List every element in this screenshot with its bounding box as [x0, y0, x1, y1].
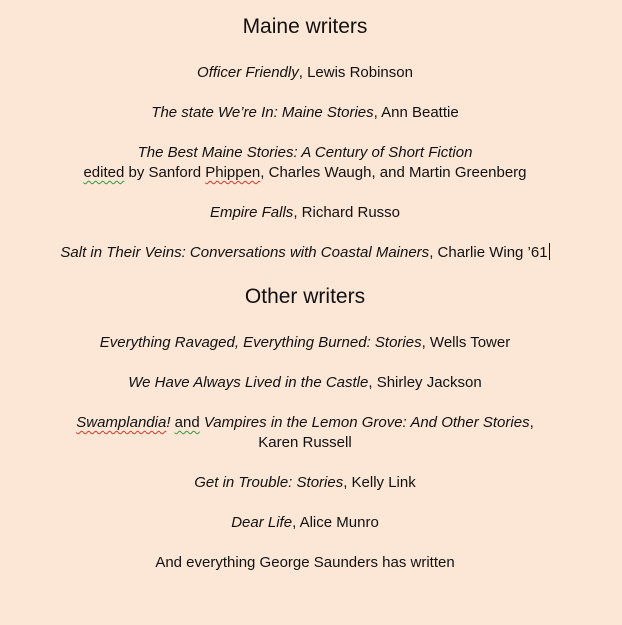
book-author-separator: ,: [529, 414, 534, 431]
book-entry: [0, 373, 610, 393]
grammar-flag-word: and: [174, 414, 200, 431]
book-entry: [0, 473, 610, 493]
book-entry: [0, 63, 610, 83]
book-author: , Charlie Wing ’61: [429, 244, 548, 261]
book-entry: [0, 203, 610, 223]
book-editors: [0, 163, 610, 183]
book-entry: [0, 513, 610, 533]
book-entry: [0, 103, 610, 123]
misspelled-word: Swamplandia: [76, 414, 167, 431]
book-author: , Alice Munro: [292, 514, 379, 531]
book-author: , Lewis Robinson: [298, 64, 413, 81]
book-title: Salt in Their Veins: Conversations with Coastal Mainers: [60, 244, 430, 261]
book-author: , Ann Beattie: [373, 104, 459, 121]
book-author: , Richard Russo: [293, 204, 401, 221]
editor-text: , Charles Waugh, and Martin Greenberg: [260, 164, 527, 181]
book-title: Get in Trouble: Stories: [194, 474, 344, 491]
book-title: The Best Maine Stories: A Century of Short Fiction: [137, 144, 473, 161]
book-title: The state We’re In: Maine Stories: [151, 104, 374, 121]
editor-text: by Sanford: [124, 164, 206, 181]
book-entry: [0, 243, 610, 263]
misspelled-word: Phippen: [205, 164, 261, 181]
book-title: We Have Always Lived in the Castle: [128, 374, 369, 391]
book-title: Officer Friendly: [197, 64, 299, 81]
text-cursor: [549, 243, 550, 260]
book-entry: [0, 333, 610, 353]
other-writers-heading: Other writers: [244, 285, 366, 308]
book-author: Karen Russell: [258, 434, 352, 451]
book-author-line: [0, 433, 610, 453]
book-author: , Kelly Link: [343, 474, 416, 491]
book-title: Vampires in the Lemon Grove: And Other Stories: [199, 414, 530, 431]
book-entry: [0, 413, 610, 433]
maine-writers-heading: Maine writers: [242, 15, 368, 38]
book-title: Empire Falls: [209, 204, 294, 221]
grammar-flag-word: edited: [83, 164, 125, 181]
book-title: Everything Ravaged, Everything Burned: Stories: [99, 334, 422, 351]
book-author: , Shirley Jackson: [368, 374, 482, 391]
book-entry: [0, 143, 610, 163]
book-title: !: [166, 414, 175, 431]
closing-line: And everything George Saunders has written: [155, 554, 455, 571]
book-author: , Wells Tower: [421, 334, 511, 351]
book-title: Dear Life: [231, 514, 293, 531]
